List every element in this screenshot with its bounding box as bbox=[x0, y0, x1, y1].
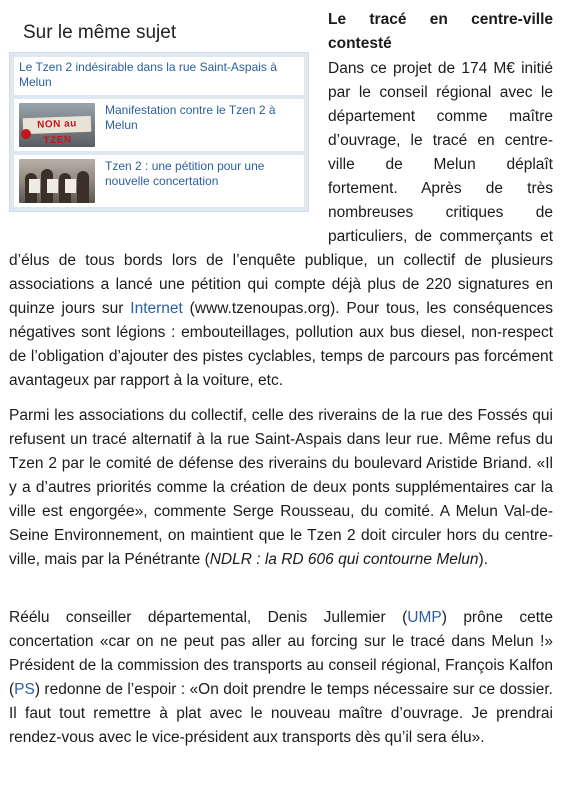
paragraph-3 bbox=[9, 606, 553, 750]
ps-link[interactable]: PS bbox=[14, 681, 35, 698]
text-line: fortement. Après de très bbox=[328, 180, 553, 197]
related-articles-list bbox=[9, 52, 309, 212]
petition-photo-icon[interactable] bbox=[19, 159, 95, 203]
related-articles-box bbox=[9, 20, 309, 212]
related-link-2[interactable]: Manifestation contre le Tzen 2 à Melun bbox=[105, 103, 276, 132]
text-line: Dans ce projet de 174 M€ initié bbox=[328, 60, 553, 77]
protest-photo-icon[interactable] bbox=[19, 103, 95, 147]
section-heading: Le tracé en centre-ville contesté bbox=[328, 11, 553, 52]
internet-link[interactable]: Internet bbox=[130, 300, 183, 317]
text-line: particuliers, de commerçants et bbox=[328, 228, 553, 245]
related-item-1[interactable] bbox=[14, 57, 304, 95]
related-item-3[interactable] bbox=[14, 155, 304, 207]
no-entry-sign-icon bbox=[21, 129, 31, 139]
text-run: d’élus de tous bords lors de l’enquête publique, un collectif de plusieurs associations a lancé une pétition qui compte déjà plus de 220 signatures en quinze jours sur bbox=[9, 252, 553, 317]
text-line: ville de Melun déplaît bbox=[328, 156, 553, 173]
related-item-2[interactable] bbox=[14, 99, 304, 151]
text-run: ) prône cette concertation «car on ne peut pas aller au forcing sur le tracé dans Melun !» Président de la commission des transports au conseil régional, François Kalfon ( bbox=[9, 609, 553, 698]
petition-sheet-icon bbox=[47, 179, 58, 193]
paragraph-2 bbox=[9, 404, 553, 572]
text-line: département comme maître bbox=[328, 108, 553, 125]
related-link-1[interactable]: Le Tzen 2 indésirable dans la rue Saint-Aspais à Melun bbox=[19, 60, 277, 89]
related-articles-title: Sur le même sujet bbox=[23, 22, 177, 43]
text-run: ). bbox=[478, 551, 489, 568]
paragraph-1-continued bbox=[9, 249, 553, 393]
ump-link[interactable]: UMP bbox=[407, 609, 442, 626]
text-line: d’ouvrage, le tracé en centre- bbox=[328, 132, 553, 149]
person-figure-icon bbox=[77, 171, 89, 203]
text-run: Parmi les associations du collectif, celle des riverains de la rue des Fossés qui refusent un tracé alternatif à la rue Saint-Aspais dans leur rue. Même refus du Tzen 2 par le comité de défense des riverains du boulevard Aristide Briand. «Il y a d’autres priorités comme la création de deux ponts supplémentaires car la ville est engorgée», commente Serge Rousseau, du comité. A Melun Val-de-Seine Environnement, on maintient que le Tzen 2 doit circuler hors du centre-ville, mais par la Pénétrante ( bbox=[9, 407, 553, 568]
paragraph-1-column bbox=[328, 57, 553, 249]
petition-sheet-icon bbox=[65, 179, 76, 193]
editor-note: NDLR : la RD 606 qui contourne Melun bbox=[209, 551, 479, 568]
text-line: nombreuses critiques de bbox=[328, 204, 553, 221]
petition-sheet-icon bbox=[29, 179, 40, 193]
text-run: Réélu conseiller départemental, Denis Jullemier ( bbox=[9, 609, 408, 626]
text-line: par le conseil régional avec le bbox=[328, 84, 553, 101]
text-run: ) redonne de l’espoir : «On doit prendre le temps nécessaire sur ce dossier. Il faut tout remettre à plat avec le nouveau maître d’ouvrage. Je prendrai rendez-vous avec le vice-président aux transports dès qu’il sera élu». bbox=[9, 681, 553, 746]
related-link-3[interactable]: Tzen 2 : une pétition pour une nouvelle concertation bbox=[105, 159, 265, 188]
thumb-sign-text: NON au TZEN bbox=[23, 116, 92, 134]
text-run: (www.tzenoupas.org). Pour tous, les conséquences négatives sont légions : embouteillages, pollution aux bus diesel, non-respect de l’obligation d’ajouter des pistes cyclables, temps de parcours pas forcément avantageux par rapport à la voiture, etc. bbox=[9, 300, 553, 389]
